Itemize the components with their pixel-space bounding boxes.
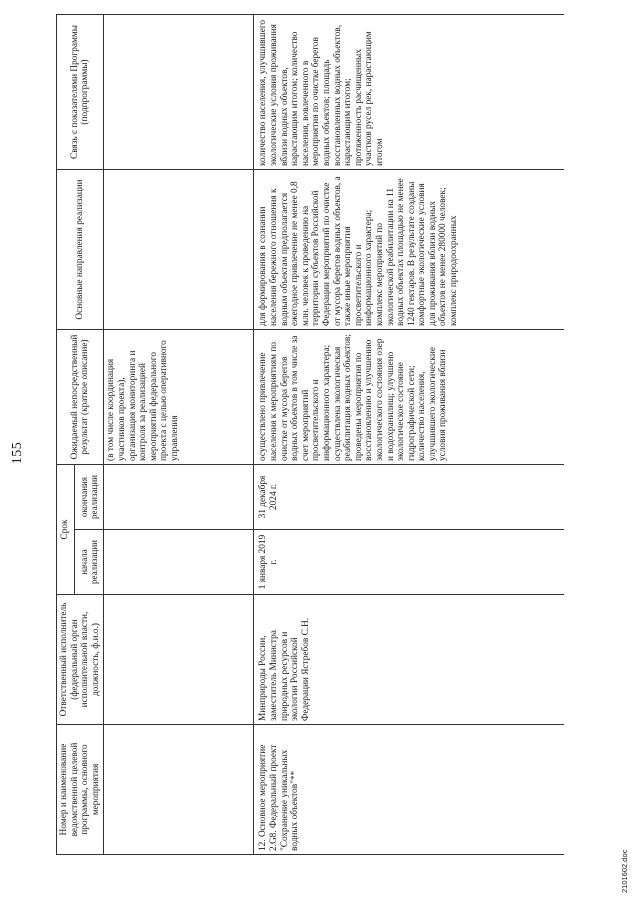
header-result: Ожидаемый непосредственный результат (краткое описание)	[57, 329, 104, 464]
cell-result-continued: (в том числе координация участников проекта), организация мониторинга и контроля за реализацией мероприятий федерального проекта с целью оперативного управления	[104, 329, 254, 464]
cell-empty	[104, 725, 254, 855]
cell-number-name	[254, 725, 564, 855]
cell-end-date: 31 декабря 2024 г.	[254, 464, 564, 529]
header-term: Срок	[57, 464, 75, 594]
cell-empty	[104, 14, 254, 169]
program-activities-table	[56, 14, 564, 855]
row-name: Основное мероприятие 2.G8. Федеральный проект "Сохранение уникальных водных объектов"**	[258, 744, 301, 851]
cell-empty	[104, 530, 254, 595]
header-term-start: начала реализации	[75, 530, 104, 595]
cell-empty	[104, 595, 254, 725]
page-number: 155	[10, 441, 25, 465]
table-row-continued	[104, 14, 254, 854]
cell-empty	[104, 169, 254, 329]
cell-start-date: 1 января 2019 г.	[254, 530, 564, 595]
cell-result: осуществлено привлечение населения к мероприятиям по очистке от мусора берегов водных объектов в том числе за счет мероприятий просветительского и информационного характера; осуществлена экологическая реабилитация водных объектов; проведены мероприятия по восстановлению и улучшению экологического состояния озер и водохранилищ; улучшено экологическое состояние гидрографической сети; количество населения, улучшившего экологические условия проживания вблизи	[254, 329, 564, 464]
header-link: Связь с показателями Программы (подпрограммы)	[57, 14, 104, 169]
cell-link: количество населения, улучшившего экологические условия проживания вблизи водных объектов, нарастающим итогом; количество населения, вовлеченного в мероприятия по очистке берегов водных объектов; площадь восстановленных водных объектов, нарастающим итогом; протяженность расчищенных участков русел рек, нарастающим итогом	[254, 14, 564, 169]
header-number-name: Номер и наименование ведомственной целевой программы, основного мероприятия	[57, 725, 104, 855]
document-code: 2101602.doc	[620, 849, 629, 893]
header-row-1	[57, 14, 75, 854]
header-directions: Основные направления реализации	[57, 169, 104, 329]
cell-empty	[104, 464, 254, 529]
header-executor: Ответственный исполнитель (федеральный орган исполнительной власти, должность, ф.и.о.)	[57, 595, 104, 725]
row-index: 12.	[258, 839, 269, 851]
cell-directions: для формирования в сознании населения бережного отношения к водным объектам предполагается ежегодное привлечение не менее 0,8 млн. человек к проведению на территории субъектов Российской Федерации мероприятий по очистке от мусора берегов водных объектов, а также иные мероприятия просветительского и информационного характера; комплекс мероприятий по экологической реабилитации на 11 водных объектах площадью не менее 1240 гектаров. В результате созданы комфортные экологические условия для проживания вблизи водных объектов не менее 280000 человек; комплекс природоохранных	[254, 169, 564, 329]
header-term-end: окончания реализации	[75, 464, 104, 529]
table-row-12	[254, 14, 564, 854]
cell-executor: Минприроды России, заместитель Министра природных ресурсов и экологии Российской Федерации Ястребов С.Н.	[254, 595, 564, 725]
